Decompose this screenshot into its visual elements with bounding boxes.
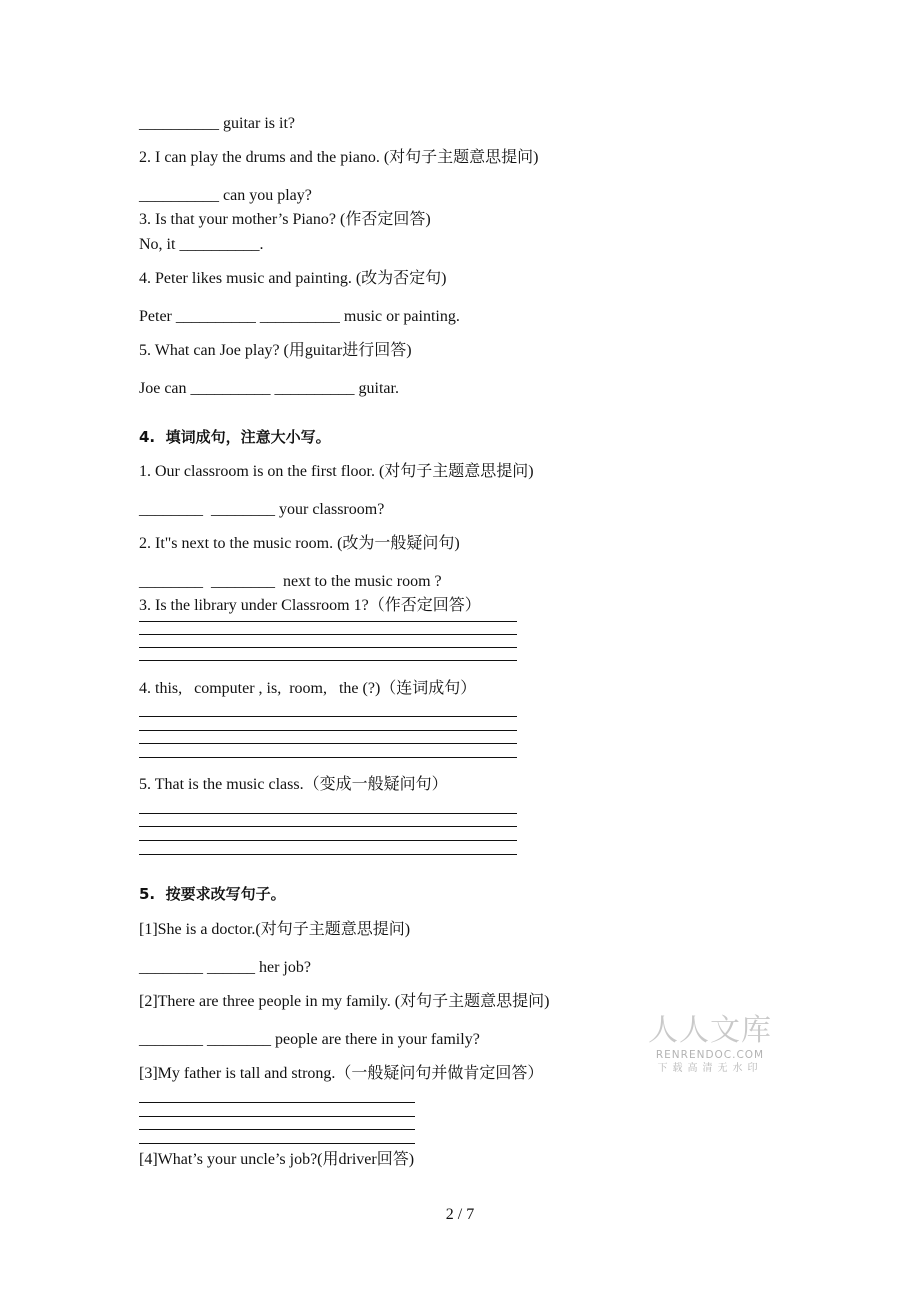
writing-rule <box>139 730 517 731</box>
writing-rule <box>139 757 517 758</box>
writing-rule <box>139 647 517 648</box>
question-line: 5. That is the music class.（变成一般疑问句） <box>139 776 448 793</box>
writing-rule <box>139 1143 415 1144</box>
watermark-site: RENRENDOC.COM <box>655 1049 765 1061</box>
question-line: [1]She is a doctor.(对句子主题意思提问) <box>139 921 411 938</box>
answer-line: ________ ______ her job? <box>139 959 311 976</box>
watermark-title: 人人文库 <box>648 1013 772 1048</box>
question-line: 5. What can Joe play? (用guitar进行回答) <box>139 342 412 359</box>
writing-rule <box>139 660 517 661</box>
page-number: 2 / 7 <box>445 1206 475 1223</box>
answer-line: ________ ________ your classroom? <box>139 501 385 518</box>
answer-line: Joe can __________ __________ guitar. <box>139 380 399 397</box>
writing-rule <box>139 826 517 827</box>
question-line: 3. Is that your mother’s Piano? (作否定回答) <box>139 211 431 228</box>
writing-rule <box>139 1116 415 1117</box>
question-line: 2. I can play the drums and the piano. (对句子主题意思提问) <box>139 149 539 166</box>
answer-line: ________ ________ next to the music room ? <box>139 573 442 590</box>
answer-line: __________ can you play? <box>139 187 312 204</box>
answer-line: ________ ________ people are there in your family? <box>139 1031 480 1048</box>
question-line: [3]My father is tall and strong.（一般疑问句并做肯定回答） <box>139 1065 544 1082</box>
answer-line: Peter __________ __________ music or painting. <box>139 308 460 325</box>
answer-line: __________ guitar is it? <box>139 115 295 132</box>
writing-rule <box>139 634 517 635</box>
section-heading: 5. 按要求改写句子。 <box>139 885 286 903</box>
question-line: [2]There are three people in my family. (对句子主题意思提问) <box>139 993 550 1010</box>
question-line: [4]What’s your uncle’s job?(用driver回答) <box>139 1151 415 1168</box>
writing-rule <box>139 743 517 744</box>
question-line: 3. Is the library under Classroom 1?（作否定回答） <box>139 597 481 614</box>
question-line: 4. this, computer , is, room, the (?)（连词成句） <box>139 680 477 697</box>
answer-line: No, it __________. <box>139 236 264 253</box>
writing-rule <box>139 854 517 855</box>
question-line: 4. Peter likes music and painting. (改为否定句) <box>139 270 447 287</box>
writing-rule <box>139 1102 415 1103</box>
question-line: 2. It"s next to the music room. (改为一般疑问句) <box>139 535 460 552</box>
writing-rule <box>139 1129 415 1130</box>
watermark-tagline: 下载高清无水印 <box>657 1063 763 1074</box>
watermark <box>648 1014 772 1076</box>
section-heading: 4. 填词成句，注意大小写。 <box>139 428 331 446</box>
question-line: 1. Our classroom is on the first floor. (对句子主题意思提问) <box>139 463 534 480</box>
writing-rule <box>139 813 517 814</box>
writing-rule <box>139 840 517 841</box>
writing-rule <box>139 716 517 717</box>
writing-rule <box>139 621 517 622</box>
